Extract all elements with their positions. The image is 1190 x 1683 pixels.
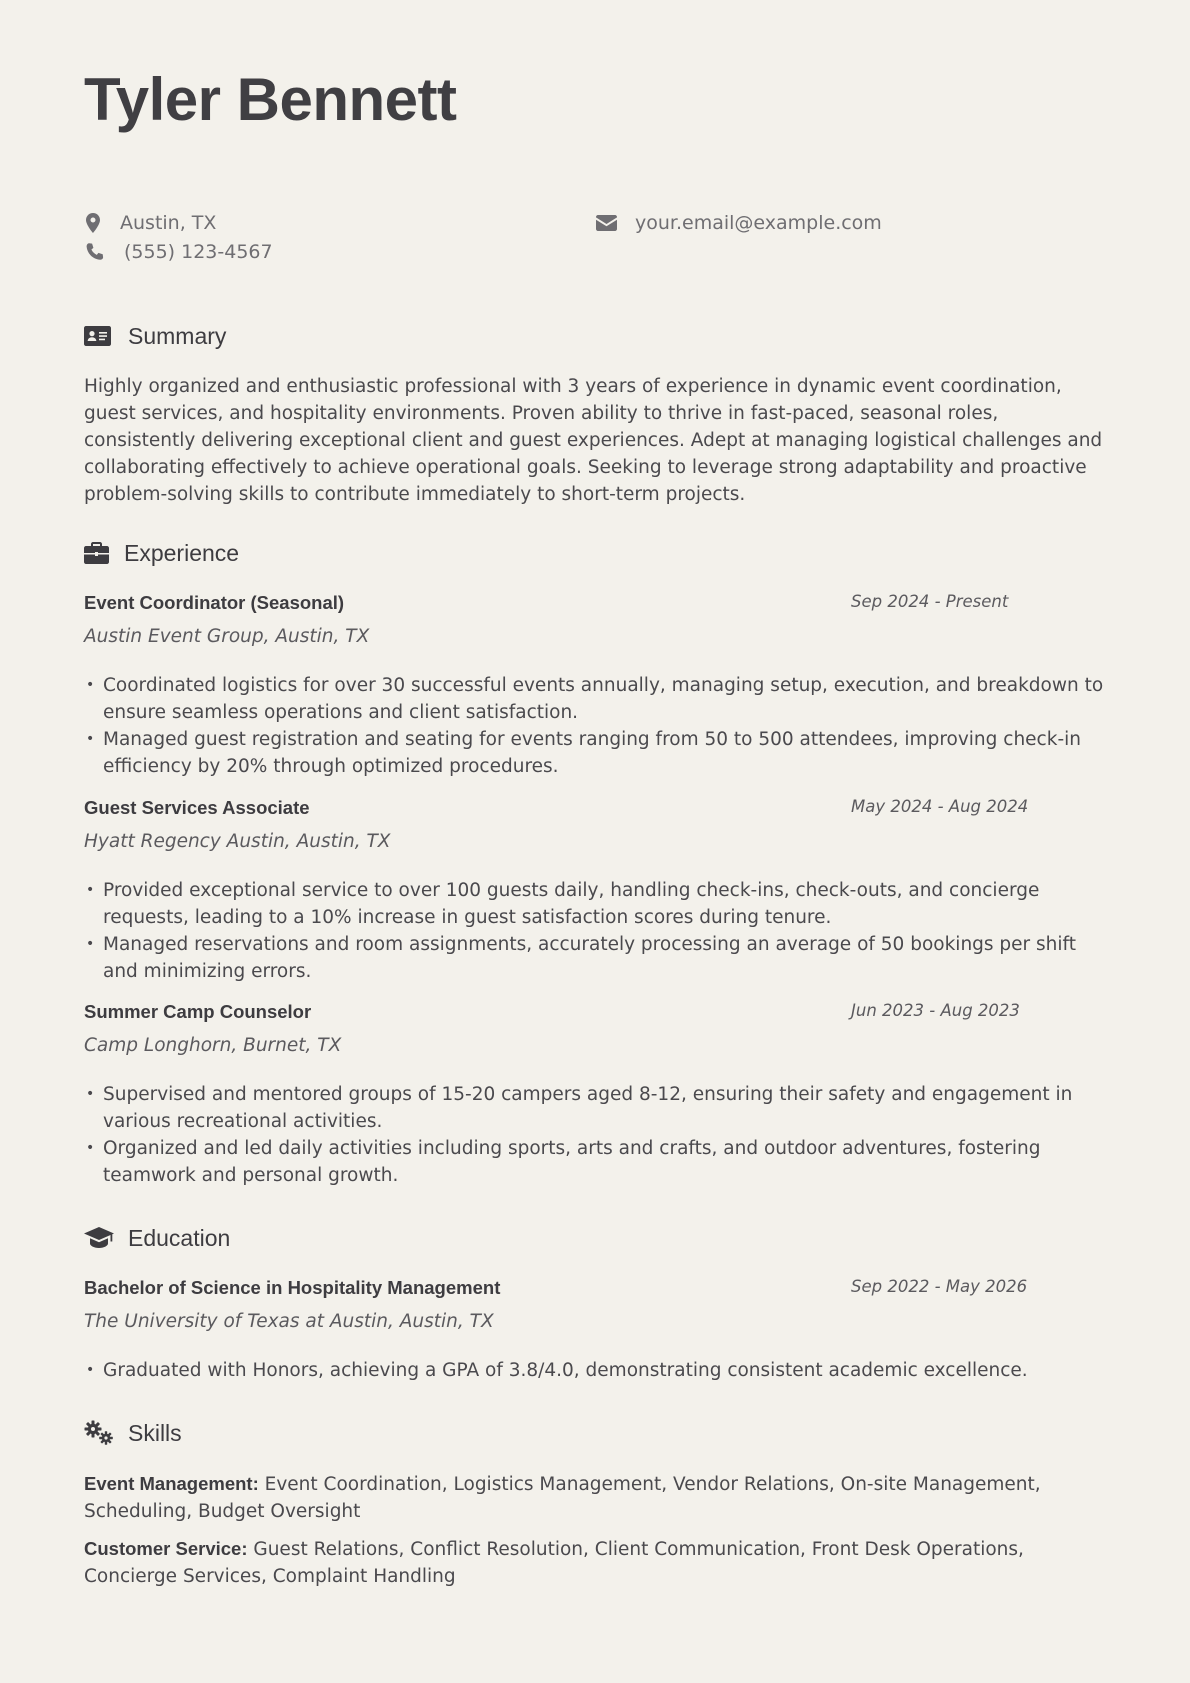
job-bullets xyxy=(84,672,1110,780)
degree-title: Bachelor of Science in Hospitality Management xyxy=(84,1277,501,1298)
map-marker-icon xyxy=(84,212,102,234)
job-date: Jun 2023 - Aug 2023 xyxy=(851,1001,1020,1020)
bullet-item: • Graduated with Honors, achieving a GPA of 3.8/4.0, demonstrating consistent academic excellence. xyxy=(84,1357,1110,1384)
phone-icon xyxy=(84,241,106,263)
bullet-item: • Managed guest registration and seating for events ranging from 50 to 500 attendees, improving check-in efficiency by 20% through optimized procedures. xyxy=(84,726,1110,780)
job-title: Guest Services Associate xyxy=(84,797,310,818)
job-date: May 2024 - Aug 2024 xyxy=(851,797,1029,816)
job-bullets xyxy=(84,877,1110,985)
experience-heading xyxy=(84,539,239,567)
skill-list: Event Coordination, Logistics Management, Vendor Relations, On-site Management, Scheduling, Budget Oversight xyxy=(84,1474,1041,1522)
bullet-item: • Supervised and mentored groups of 15-20 campers aged 8-12, ensuring their safety and engagement in various recreational activities. xyxy=(84,1081,1110,1135)
job-organization: Austin Event Group, Austin, TX xyxy=(84,626,370,647)
skill-group xyxy=(84,1470,1110,1525)
contact-location xyxy=(84,212,216,234)
contact-email xyxy=(595,212,882,234)
job-title: Event Coordinator (Seasonal) xyxy=(84,592,345,613)
summary-heading-text: Summary xyxy=(128,322,227,349)
experience-heading-text: Experience xyxy=(124,539,240,566)
bullet-item: • Coordinated logistics for over 30 successful events annually, managing setup, execution, and breakdown to ensure seamless operations and client satisfaction. xyxy=(84,672,1110,726)
job-date: Sep 2024 - Present xyxy=(851,592,1009,611)
envelope-icon xyxy=(595,212,617,234)
skill-list: Guest Relations, Conflict Resolution, Client Communication, Front Desk Operations, Concierge Services, Complaint Handling xyxy=(84,1539,1024,1587)
bullet-item: • Organized and led daily activities including sports, arts and crafts, and outdoor adventures, fostering teamwork and personal growth. xyxy=(84,1135,1110,1189)
candidate-name: Tyler Bennett xyxy=(84,66,457,133)
graduation-cap-icon xyxy=(84,1224,114,1252)
summary-heading xyxy=(84,322,226,350)
summary-text: Highly organized and enthusiastic professional with 3 years of experience in dynamic event coordination, guest services, and hospitality environments. Proven ability to thrive in fast-paced, seasonal roles, consistently delivering exceptional client and guest experiences. Adept at managing logistical challenges and collaborating effectively to achieve operational goals. Seeking to leverage strong adaptability and proactive problem-solving skills to contribute immediately to short-term projects. xyxy=(84,376,1103,505)
contact-location-text: Austin, TX xyxy=(120,212,217,234)
skills-heading-text: Skills xyxy=(128,1419,182,1446)
job-title: Summer Camp Counselor xyxy=(84,1001,312,1022)
briefcase-icon xyxy=(84,539,110,567)
job-bullets xyxy=(84,1081,1110,1189)
degree-date: Sep 2022 - May 2026 xyxy=(851,1277,1028,1296)
skill-category: Customer Service: xyxy=(84,1538,248,1559)
skills-heading xyxy=(84,1419,182,1447)
job-organization: Hyatt Regency Austin, Austin, TX xyxy=(84,831,391,852)
contact-phone-text: (555) 123-4567 xyxy=(124,241,273,263)
skill-category: Event Management: xyxy=(84,1473,259,1494)
contact-phone xyxy=(84,241,273,263)
skill-group xyxy=(84,1535,1110,1590)
school-name: The University of Texas at Austin, Austin, TX xyxy=(84,1311,494,1332)
education-bullets xyxy=(84,1357,1110,1384)
job-organization: Camp Longhorn, Burnet, TX xyxy=(84,1035,342,1056)
education-heading xyxy=(84,1224,230,1252)
gears-icon xyxy=(84,1419,114,1447)
bullet-item: • Provided exceptional service to over 100 guests daily, handling check-ins, check-outs, and concierge requests, leading to a 10% increase in guest satisfaction scores during tenure. xyxy=(84,877,1110,931)
contact-email-text[interactable]: your.email@example.com xyxy=(635,212,882,234)
bullet-item: • Managed reservations and room assignments, accurately processing an average of 50 bookings per shift and minimizing errors. xyxy=(84,931,1110,985)
id-card-icon xyxy=(84,322,114,350)
education-heading-text: Education xyxy=(128,1224,231,1251)
